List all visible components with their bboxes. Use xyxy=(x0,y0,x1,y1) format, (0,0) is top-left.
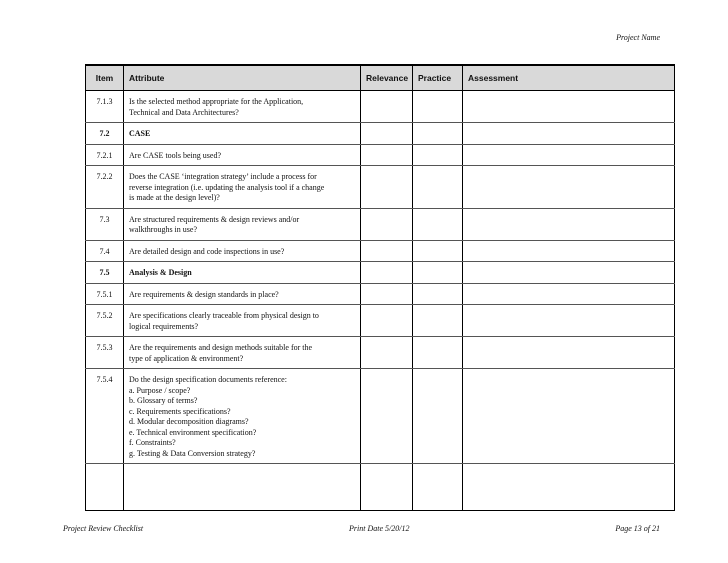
assessment-cell[interactable] xyxy=(463,144,675,166)
relevance-cell[interactable] xyxy=(361,283,413,305)
assessment-cell[interactable] xyxy=(463,283,675,305)
attribute-text: Are structured requirements & design reviews and/or xyxy=(129,214,300,224)
attribute-text: Technical and Data Architectures? xyxy=(129,107,239,117)
assessment-cell[interactable] xyxy=(463,337,675,369)
table-row xyxy=(86,144,675,166)
column-header-relevance: Relevance xyxy=(361,65,413,91)
relevance-cell[interactable] xyxy=(361,123,413,145)
practice-cell[interactable] xyxy=(413,240,463,262)
attribute-cell xyxy=(124,337,361,369)
column-header-attribute: Attribute xyxy=(124,65,361,91)
table-row xyxy=(86,91,675,123)
table-row xyxy=(86,369,675,464)
assessment-cell[interactable] xyxy=(463,262,675,284)
footer-document-title: Project Review Checklist xyxy=(63,524,144,533)
relevance-cell[interactable] xyxy=(361,144,413,166)
attribute-cell xyxy=(124,166,361,209)
attribute-text: Are the requirements and design methods suitable for the xyxy=(129,343,313,352)
footer-print-date: Print Date 5/20/12 xyxy=(349,524,410,533)
relevance-cell[interactable] xyxy=(361,262,413,284)
item-number: 7.1.3 xyxy=(86,91,124,123)
column-header-assessment: Assessment xyxy=(463,65,675,91)
attribute-cell xyxy=(124,144,361,166)
attribute-cell xyxy=(124,283,361,305)
practice-cell[interactable] xyxy=(413,144,463,166)
relevance-cell[interactable] xyxy=(361,166,413,209)
attribute-text: Are requirements & design standards in place? xyxy=(129,289,279,299)
item-number: 7.2.2 xyxy=(86,166,124,209)
item-number: 7.4 xyxy=(86,240,124,262)
attribute-text: c. Requirements specifications? xyxy=(129,406,231,416)
item-number: 7.5.4 xyxy=(86,369,124,464)
item-number: 7.3 xyxy=(86,208,124,240)
assessment-cell[interactable] xyxy=(463,305,675,337)
relevance-cell[interactable] xyxy=(361,464,413,511)
table-row xyxy=(86,337,675,369)
attribute-cell xyxy=(124,262,361,284)
column-header-practice: Practice xyxy=(413,65,463,91)
attribute-text: Are detailed design and code inspections in use? xyxy=(129,246,285,256)
attribute-cell xyxy=(124,208,361,240)
table-row xyxy=(86,240,675,262)
practice-cell[interactable] xyxy=(413,464,463,511)
column-header-item: Item xyxy=(86,65,124,91)
attribute-text: d. Modular decomposition diagrams? xyxy=(129,417,249,426)
practice-cell[interactable] xyxy=(413,305,463,337)
practice-cell[interactable] xyxy=(413,283,463,305)
attribute-text: f. Constraints? xyxy=(129,438,176,447)
practice-cell[interactable] xyxy=(413,123,463,145)
attribute-text: Are specifications clearly traceable from physical design to xyxy=(129,311,319,320)
practice-cell[interactable] xyxy=(413,91,463,123)
table-row xyxy=(86,123,675,145)
assessment-cell[interactable] xyxy=(463,369,675,464)
attribute-cell-blank xyxy=(124,464,361,511)
attribute-text: a. Purpose / scope? xyxy=(129,385,191,395)
practice-cell[interactable] xyxy=(413,337,463,369)
attribute-text: is made at the design level)? xyxy=(129,193,220,202)
attribute-text: b. Glossary of terms? xyxy=(129,396,198,405)
attribute-cell xyxy=(124,123,361,145)
assessment-cell[interactable] xyxy=(463,91,675,123)
assessment-cell[interactable] xyxy=(463,240,675,262)
attribute-cell xyxy=(124,91,361,123)
attribute-text: e. Technical environment specification? xyxy=(129,427,257,437)
relevance-cell[interactable] xyxy=(361,337,413,369)
item-number: 7.5.3 xyxy=(86,337,124,369)
relevance-cell[interactable] xyxy=(361,91,413,123)
table-header-row xyxy=(86,65,675,91)
attribute-cell xyxy=(124,369,361,464)
table-body xyxy=(86,91,675,511)
item-number: 7.2 xyxy=(86,123,124,145)
relevance-cell[interactable] xyxy=(361,369,413,464)
attribute-text: Does the CASE ‘integration strategy’ include a process for xyxy=(129,172,317,181)
item-number: 7.5 xyxy=(86,262,124,284)
attribute-text: g. Testing & Data Conversion strategy? xyxy=(129,448,256,458)
review-checklist-table xyxy=(85,64,675,511)
attribute-text: type of application & environment? xyxy=(129,353,244,363)
attribute-text: Analysis & Design xyxy=(129,268,192,277)
table-row xyxy=(86,283,675,305)
attribute-cell xyxy=(124,305,361,337)
attribute-text: Is the selected method appropriate for the Application, xyxy=(129,97,304,106)
relevance-cell[interactable] xyxy=(361,208,413,240)
table-row xyxy=(86,166,675,209)
table-row-blank xyxy=(86,464,675,511)
header-project-name: Project Name xyxy=(616,33,660,42)
table-row xyxy=(86,262,675,284)
attribute-cell xyxy=(124,240,361,262)
table-row xyxy=(86,208,675,240)
practice-cell[interactable] xyxy=(413,166,463,209)
practice-cell[interactable] xyxy=(413,262,463,284)
attribute-text: Are CASE tools being used? xyxy=(129,150,221,160)
item-cell-blank xyxy=(86,464,124,511)
relevance-cell[interactable] xyxy=(361,305,413,337)
table-row xyxy=(86,305,675,337)
item-number: 7.2.1 xyxy=(86,144,124,166)
assessment-cell[interactable] xyxy=(463,166,675,209)
assessment-cell[interactable] xyxy=(463,464,675,511)
attribute-text: walkthroughs in use? xyxy=(129,225,197,234)
practice-cell[interactable] xyxy=(413,369,463,464)
practice-cell[interactable] xyxy=(413,208,463,240)
attribute-text: logical requirements? xyxy=(129,321,199,331)
relevance-cell[interactable] xyxy=(361,240,413,262)
footer-page-number: Page 13 of 21 xyxy=(615,524,660,533)
item-number: 7.5.1 xyxy=(86,283,124,305)
assessment-cell[interactable] xyxy=(463,123,675,145)
assessment-cell[interactable] xyxy=(463,208,675,240)
attribute-text: reverse integration (i.e. updating the analysis tool if a change xyxy=(129,182,325,192)
item-number: 7.5.2 xyxy=(86,305,124,337)
attribute-text: Do the design specification documents reference: xyxy=(129,375,287,384)
attribute-text: CASE xyxy=(129,129,151,138)
